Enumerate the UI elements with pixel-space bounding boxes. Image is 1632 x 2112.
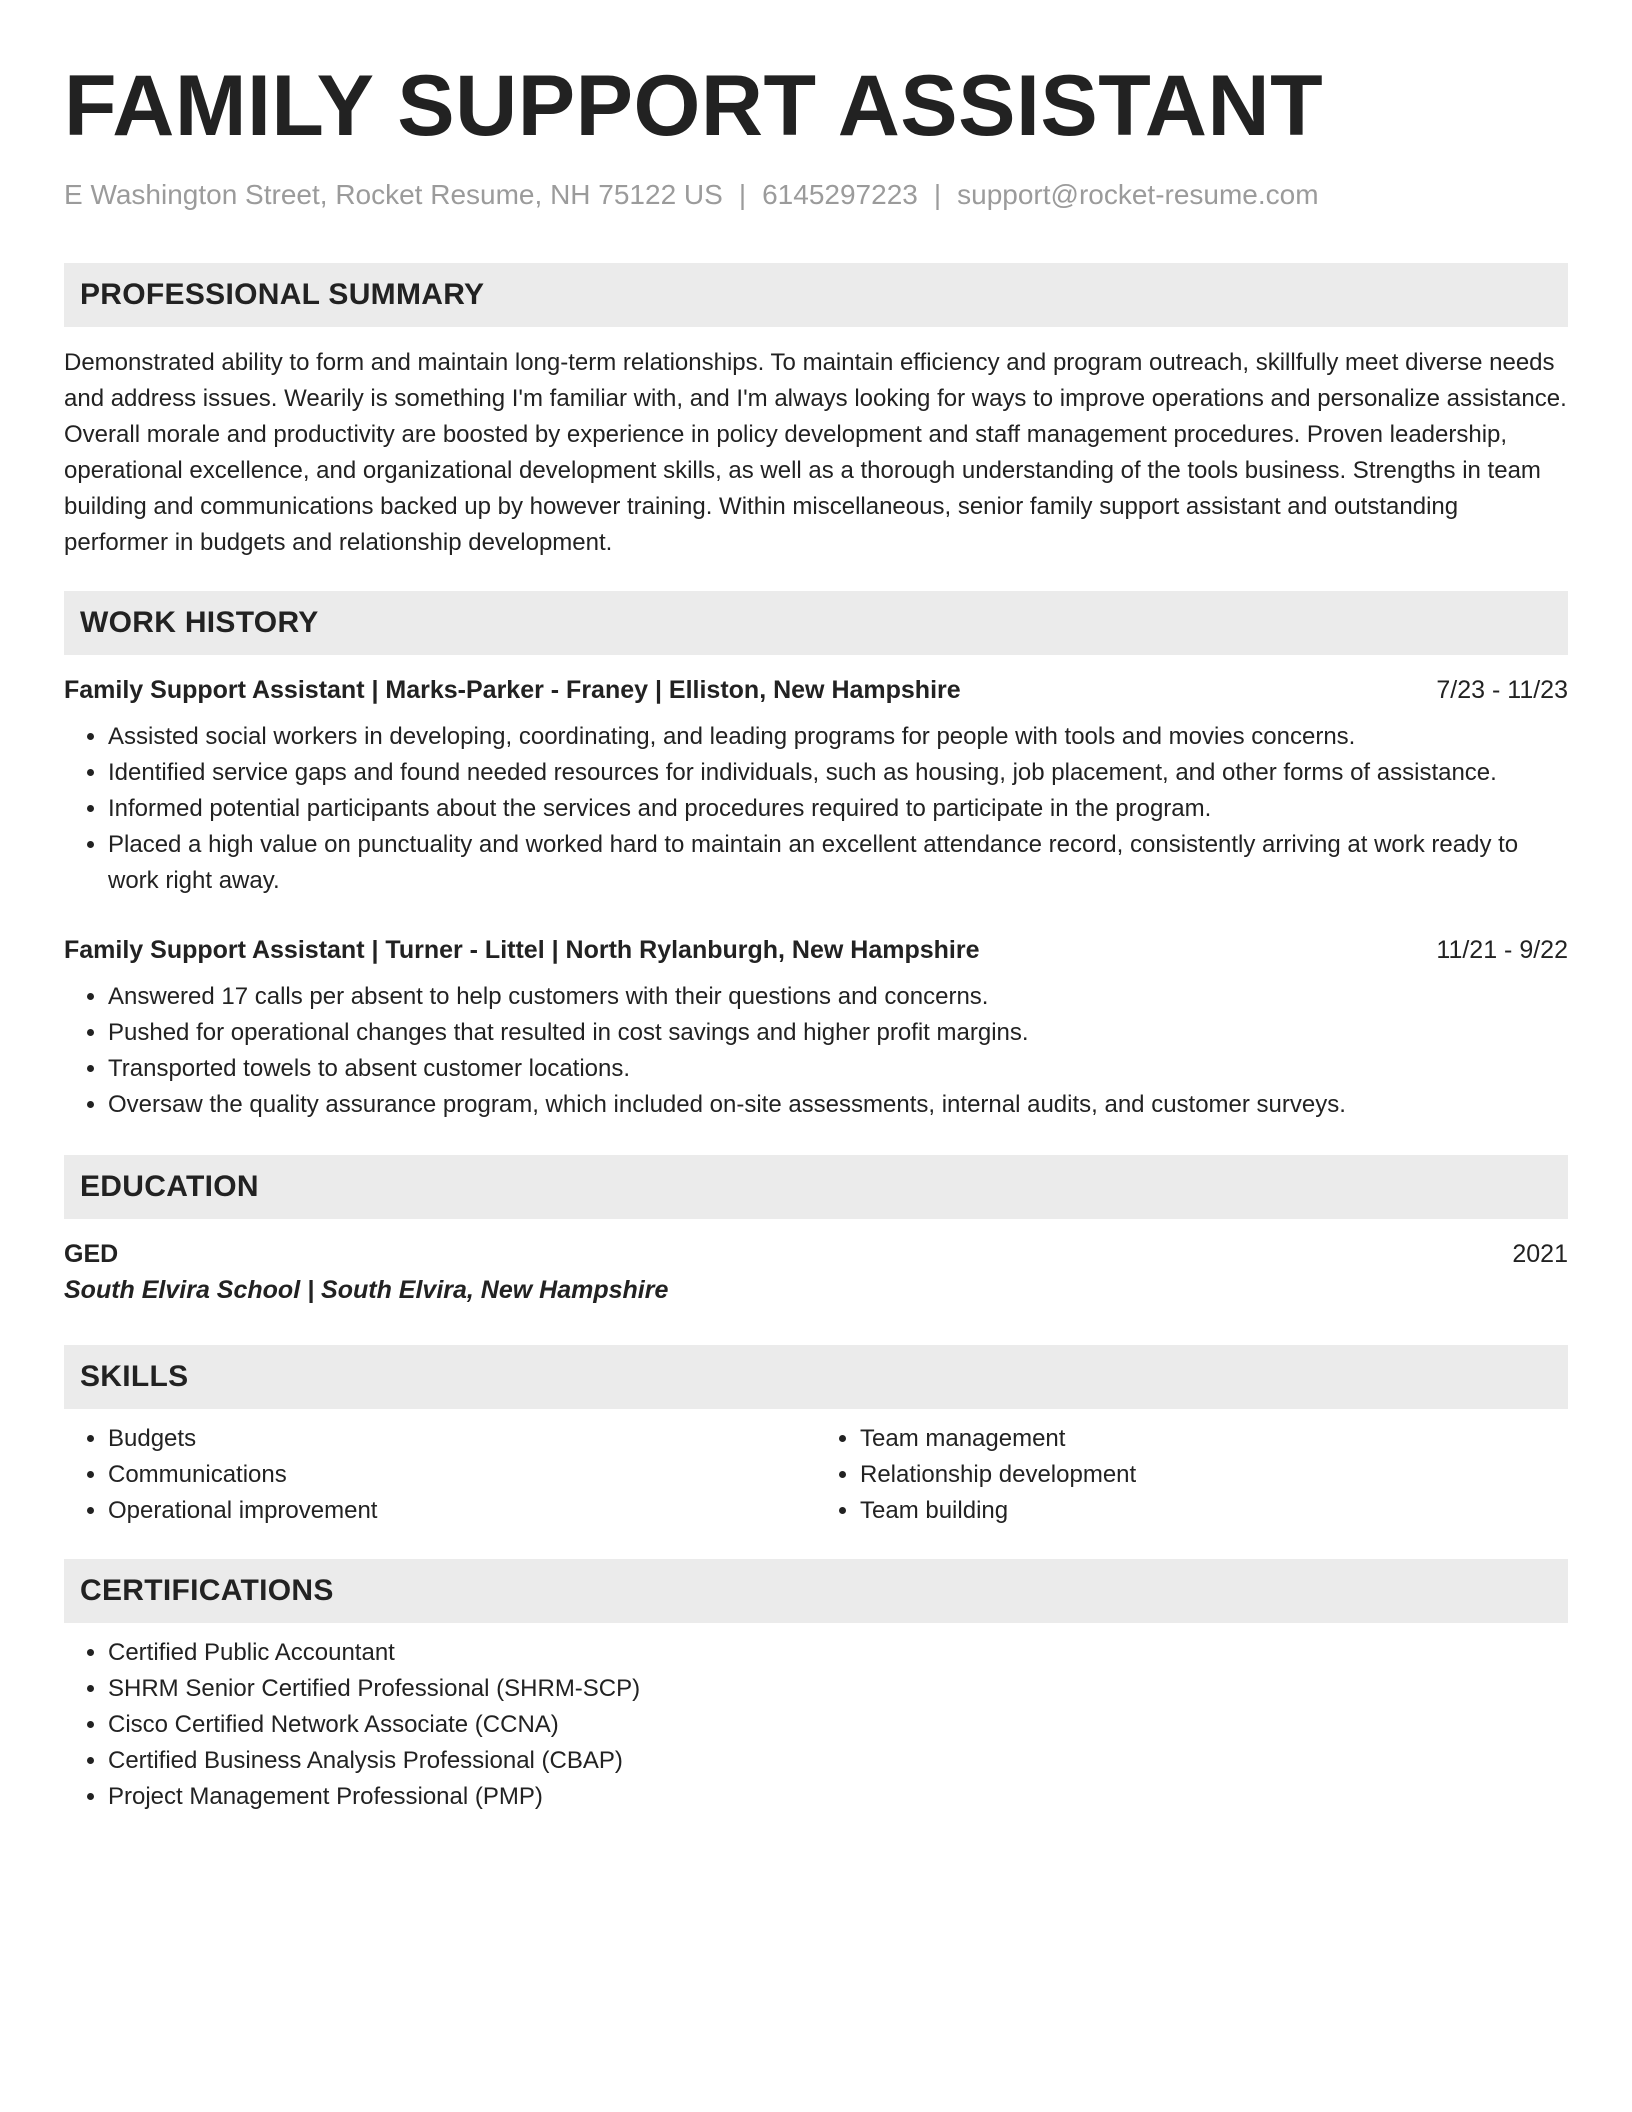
education-school: South Elvira School | South Elvira, New Hampshire	[64, 1276, 669, 1304]
job-bullets	[64, 719, 1568, 899]
skill-item: • Team building	[860, 1493, 1568, 1529]
section-heading-summary: PROFESSIONAL SUMMARY	[64, 263, 1568, 327]
job-entry	[64, 673, 1568, 899]
education-header	[64, 1237, 1568, 1271]
job-header	[64, 673, 1568, 707]
contact-line	[64, 178, 1568, 212]
contact-address: E Washington Street, Rocket Resume, NH 75122 US	[64, 179, 723, 210]
section-heading-certifications: CERTIFICATIONS	[64, 1559, 1568, 1623]
job-title: Family Support Assistant | Turner - Littel | North Rylanburgh, New Hampshire	[64, 936, 980, 964]
job-entry	[64, 933, 1568, 1123]
job-header	[64, 933, 1568, 967]
job-bullet: • Oversaw the quality assurance program, which included on-site assessments, internal audits, and customer surveys.	[108, 1087, 1568, 1123]
job-bullet: • Assisted social workers in developing, coordinating, and leading programs for people with tools and movies concerns.	[108, 719, 1568, 755]
job-bullet: • Identified service gaps and found needed resources for individuals, such as housing, job placement, and other forms of assistance.	[108, 755, 1568, 791]
certification-item: • Cisco Certified Network Associate (CCNA)	[108, 1707, 1568, 1743]
contact-separator: |	[738, 179, 747, 210]
summary-text: Demonstrated ability to form and maintain long-term relationships. To maintain efficiency and program outreach, skillfully meet diverse needs and address issues. Wearily is something I'm familiar with, and I'm always looking for ways to improve operations and personalize assistance. Overall morale and productivity are boosted by experience in policy development and staff management procedures. Proven leadership, operational excellence, and organizational development skills, as well as a thorough understanding of the tools business. Strengths in team building and communications backed up by however training. Within miscellaneous, senior family support assistant and outstanding performer in budgets and relationship development.	[64, 349, 1567, 556]
skills-column-right	[816, 1421, 1568, 1529]
skill-item: • Relationship development	[860, 1457, 1568, 1493]
job-title: Family Support Assistant | Marks-Parker - Franey | Elliston, New Hampshire	[64, 676, 961, 704]
skill-item: • Operational improvement	[108, 1493, 816, 1529]
job-bullet: • Placed a high value on punctuality and worked hard to maintain an excellent attendance record, consistently arriving at work ready to work right away.	[108, 827, 1568, 899]
certification-item: • Certified Public Accountant	[108, 1635, 1568, 1671]
job-bullet: • Answered 17 calls per absent to help customers with their questions and concerns.	[108, 979, 1568, 1015]
section-heading-skills: SKILLS	[64, 1345, 1568, 1409]
job-bullet: • Informed potential participants about the services and procedures required to participate in the program.	[108, 791, 1568, 827]
job-bullet: • Pushed for operational changes that resulted in cost savings and higher profit margins.	[108, 1015, 1568, 1051]
certification-item: • Certified Business Analysis Professional (CBAP)	[108, 1743, 1568, 1779]
certification-item: • Project Management Professional (PMP)	[108, 1779, 1568, 1815]
certification-item: • SHRM Senior Certified Professional (SHRM-SCP)	[108, 1671, 1568, 1707]
certifications-list	[64, 1635, 1568, 1815]
section-heading-education: EDUCATION	[64, 1155, 1568, 1219]
job-bullets	[64, 979, 1568, 1123]
education-year: 2021	[1512, 1240, 1568, 1268]
job-bullet: • Transported towels to absent customer locations.	[108, 1051, 1568, 1087]
job-dates: 11/21 - 9/22	[1436, 936, 1568, 964]
section-heading-work-history: WORK HISTORY	[64, 591, 1568, 655]
skills-grid	[64, 1421, 1568, 1529]
contact-phone: 6145297223	[762, 179, 918, 210]
skills-list	[64, 1421, 816, 1529]
skill-item: • Team management	[860, 1421, 1568, 1457]
skills-column-left	[64, 1421, 816, 1529]
contact-email: support@rocket-resume.com	[957, 179, 1319, 210]
contact-separator: |	[933, 179, 942, 210]
resume-name: FAMILY SUPPORT ASSISTANT	[64, 58, 1324, 154]
job-dates: 7/23 - 11/23	[1436, 676, 1568, 704]
skills-list	[816, 1421, 1568, 1529]
skill-item: • Budgets	[108, 1421, 816, 1457]
skill-item: • Communications	[108, 1457, 816, 1493]
education-degree: GED	[64, 1240, 119, 1268]
